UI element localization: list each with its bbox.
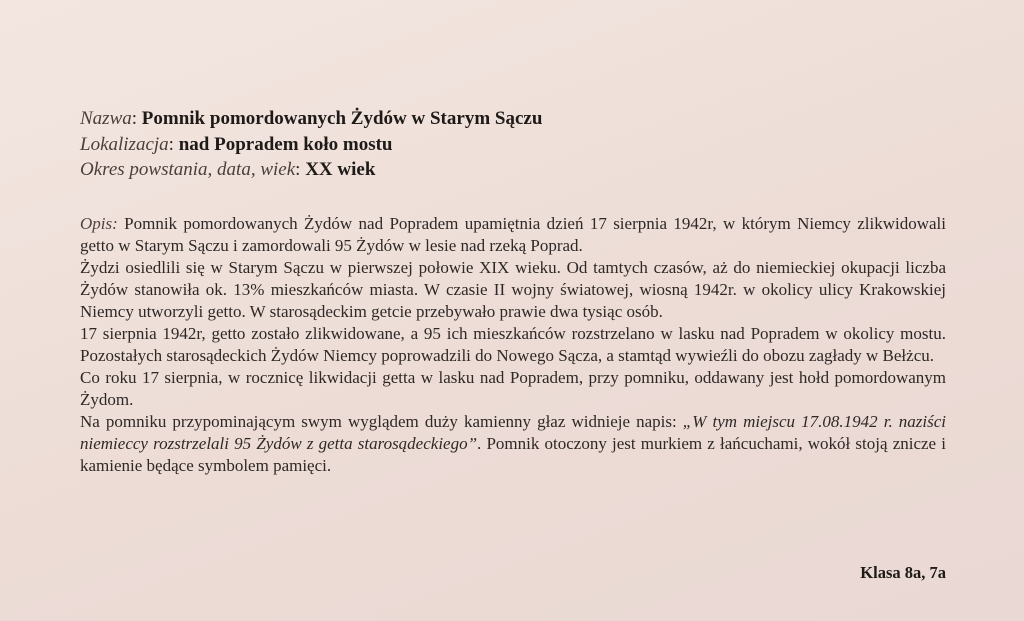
period-label: Okres powstania, data, wiek: [80, 159, 296, 180]
description-paragraph-2: Żydzi osiedlili się w Starym Sączu w pierwszej połowie XIX wieku. Od tamtych czasów, aż do niemieckiej okupacji liczba Żydów stanowiła ok. 13% mieszkańców miasta. W czasie II wojny światowej, wiosną 1942r. w okolicy ulicy Krakowskiej Niemcy utworzyli getto. W starosądeckim getcie przebywało prawie dwa tysiąc osób.: [80, 258, 946, 321]
period-line: Okres powstania, data, wiek: XX wiek: [80, 159, 376, 180]
description-paragraph-3: 17 sierpnia 1942r, getto zostało zlikwidowane, a 95 ich mieszkańców rozstrzelano w lasku nad Popradem w okolicy mostu. Pozostałych starosądeckich Żydów Niemcy poprowadzili do Nowego Sącza, a stamtąd wywieźli do obozu zagłady w Bełżcu.: [80, 324, 946, 365]
description-block: [80, 213, 946, 477]
location-label: Lokalizacja: [80, 133, 169, 155]
class-label: Klasa 8a, 7a: [860, 563, 946, 582]
period-value: XX wiek: [305, 159, 376, 180]
location-value: nad Popradem koło mostu: [178, 133, 393, 155]
location-line: Lokalizacja: nad Popradem koło mostu: [80, 133, 393, 155]
inscription-quote: „W tym miejscu 17.08.1942 r. naziści niemieccy rozstrzelali 95 Żydów z getta starosądeckiego”: [80, 412, 946, 453]
description-label: Opis:: [80, 214, 118, 233]
description-paragraph-1: Opis: Pomnik pomordowanych Żydów nad Popradem upamiętnia dzień 17 sierpnia 1942r, w którym Niemcy zlikwidowali getto w Starym Sączu i zamordowali 95 Żydów w lesie nad rzeką Poprad.: [80, 214, 947, 255]
name-value: Pomnik pomordowanych Żydów w Starym Sączu: [141, 108, 543, 129]
metadata-block: [80, 106, 960, 183]
name-line: Nazwa: Pomnik pomordowanych Żydów w Starym Sączu: [80, 108, 543, 129]
description-paragraph-5: Na pomniku przypominającym swym wyglądem duży kamienny głaz widnieje napis: „W tym miejscu 17.08.1942 r. naziści niemieccy rozstrzelali 95 Żydów z getta starosądeckiego”. Pomnik otoczony jest murkiem z łańcuchami, wokół stoją znicze i kamienie będące symbolem pamięci.: [80, 412, 946, 475]
name-label: Nazwa: [80, 108, 132, 129]
description-paragraph-4: Co roku 17 sierpnia, w rocznicę likwidacji getta w lasku nad Popradem, przy pomniku, oddawany jest hołd pomordowanym Żydom.: [80, 368, 946, 409]
